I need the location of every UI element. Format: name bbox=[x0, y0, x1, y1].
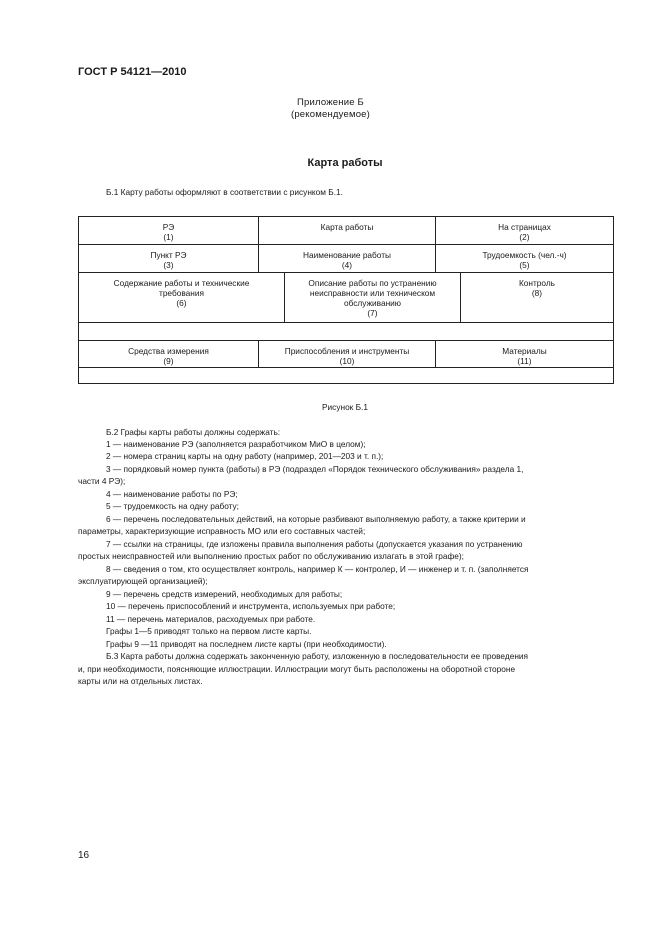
form-cell-tools bbox=[259, 341, 436, 367]
cell-label: Наименование работы bbox=[303, 250, 391, 260]
body-line: карты или на отдельных листах. bbox=[78, 676, 203, 686]
body-line: 4 — наименование работы по РЭ; bbox=[106, 489, 238, 499]
form-cell-item bbox=[79, 245, 259, 272]
form-row-1 bbox=[79, 217, 613, 245]
form-cell-work-name bbox=[259, 245, 436, 272]
cell-label: требования bbox=[159, 288, 204, 298]
body-line: простых неисправностей или выполнению простых работ по обслуживанию излагать в этой графе); bbox=[78, 551, 464, 561]
form-cell-control bbox=[461, 273, 613, 322]
appendix-status: (рекомендуемое) bbox=[290, 109, 371, 120]
cell-number: (7) bbox=[367, 308, 378, 318]
page-number: 16 bbox=[78, 850, 90, 861]
form-cell-card-title bbox=[259, 217, 436, 244]
body-line: 7 — ссылки на страницы, где изложены правила выполнения работы (допускается указания по устранению bbox=[106, 539, 523, 549]
cell-number: (1) bbox=[163, 232, 174, 242]
cell-label: Трудоемкость (чел.-ч) bbox=[482, 250, 567, 260]
body-line: 9 — перечень средств измерений, необходимых для работы; bbox=[106, 589, 343, 599]
form-cell-labor bbox=[436, 245, 613, 272]
page-title: Карта работы bbox=[307, 157, 383, 169]
cell-number: (6) bbox=[176, 298, 187, 308]
form-cell-re bbox=[79, 217, 259, 244]
form-row-3 bbox=[79, 273, 613, 323]
cell-number: (4) bbox=[341, 260, 353, 270]
body-line: 8 — сведения о том, кто осуществляет контроль, например К — контролер, И — инженер и т. п. (заполняется bbox=[106, 564, 529, 574]
cell-label: Карта работы bbox=[320, 222, 374, 232]
body-line: Графы 9 —11 приводят на последнем листе карты (при необходимости). bbox=[106, 639, 387, 649]
cell-label: Пункт РЭ bbox=[150, 250, 187, 260]
form-row-2 bbox=[79, 245, 613, 273]
cell-label: Содержание работы и технические bbox=[113, 278, 250, 288]
body-line: и, при необходимости, поясняющие иллюстрации. Иллюстрации могут быть расположены на оборотной стороне bbox=[78, 664, 516, 674]
cell-label: Материалы bbox=[502, 346, 547, 356]
cell-number: (8) bbox=[531, 288, 543, 298]
form-cell-materials bbox=[436, 341, 613, 367]
body-line: части 4 РЭ); bbox=[78, 476, 126, 486]
form-cell-pages bbox=[436, 217, 613, 244]
cell-number: (9) bbox=[163, 356, 174, 366]
body-line: эксплуатирующей организацией); bbox=[78, 576, 208, 586]
body-line: параметры, характеризующие исправность МО или его составных частей; bbox=[78, 526, 366, 536]
appendix-label: Приложение Б bbox=[297, 97, 364, 108]
cell-label: РЭ bbox=[162, 222, 175, 232]
body-line: 1 — наименование РЭ (заполняется разработчиком МиО в целом); bbox=[106, 439, 366, 449]
form-cell-description bbox=[285, 273, 461, 322]
cell-number: (2) bbox=[519, 232, 530, 242]
work-card-form bbox=[78, 216, 614, 384]
cell-number: (11) bbox=[517, 356, 532, 366]
cell-label: Контроль bbox=[518, 278, 556, 288]
cell-label: Средства измерения bbox=[128, 346, 209, 356]
standard-header: ГОСТ Р 54121—2010 bbox=[78, 66, 187, 78]
form-cell-content bbox=[79, 273, 285, 322]
body-line: 3 — порядковый номер пункта (работы) в РЭ (подраздел «Порядок технического обслуживания» раздела 1, bbox=[106, 464, 524, 474]
cell-label: Описание работы по устранению bbox=[308, 278, 437, 288]
body-line: 5 — трудоемкость на одну работу; bbox=[106, 501, 239, 511]
body-line: 11 — перечень материалов, расходуемых при работе. bbox=[106, 614, 316, 624]
form-cell-measuring bbox=[79, 341, 259, 367]
form-row-5 bbox=[79, 341, 613, 368]
body-line: 2 — номера страниц карты на одну работу (например, 201—203 и т. п.); bbox=[106, 451, 384, 461]
body-line: Б.2 Графы карты работы должны содержать: bbox=[106, 427, 281, 437]
cell-label: На страницах bbox=[498, 222, 551, 232]
body-line: 10 — перечень приспособлений и инструмента, используемых при работе; bbox=[106, 601, 396, 611]
intro-paragraph: Б.1 Карту работы оформляют в соответствии с рисунком Б.1. bbox=[106, 187, 343, 197]
cell-number: (5) bbox=[519, 260, 530, 270]
cell-number: (10) bbox=[339, 356, 355, 366]
cell-label: обслуживанию bbox=[343, 298, 402, 308]
form-row-blank bbox=[79, 323, 613, 341]
figure-caption: Рисунок Б.1 bbox=[322, 402, 368, 412]
body-line: Графы 1—5 приводят только на первом листе карты. bbox=[106, 626, 312, 636]
form-row-blank bbox=[79, 368, 613, 383]
cell-label: неисправности или техническом bbox=[309, 288, 436, 298]
body-line: 6 — перечень последовательных действий, на которые разбивают выполняемую работу, а также критерии и bbox=[106, 514, 526, 524]
body-line: Б.3 Карта работы должна содержать законченную работу, изложенную в последовательности ее проведения bbox=[106, 651, 529, 661]
cell-number: (3) bbox=[163, 260, 174, 270]
cell-label: Приспособления и инструменты bbox=[284, 346, 410, 356]
